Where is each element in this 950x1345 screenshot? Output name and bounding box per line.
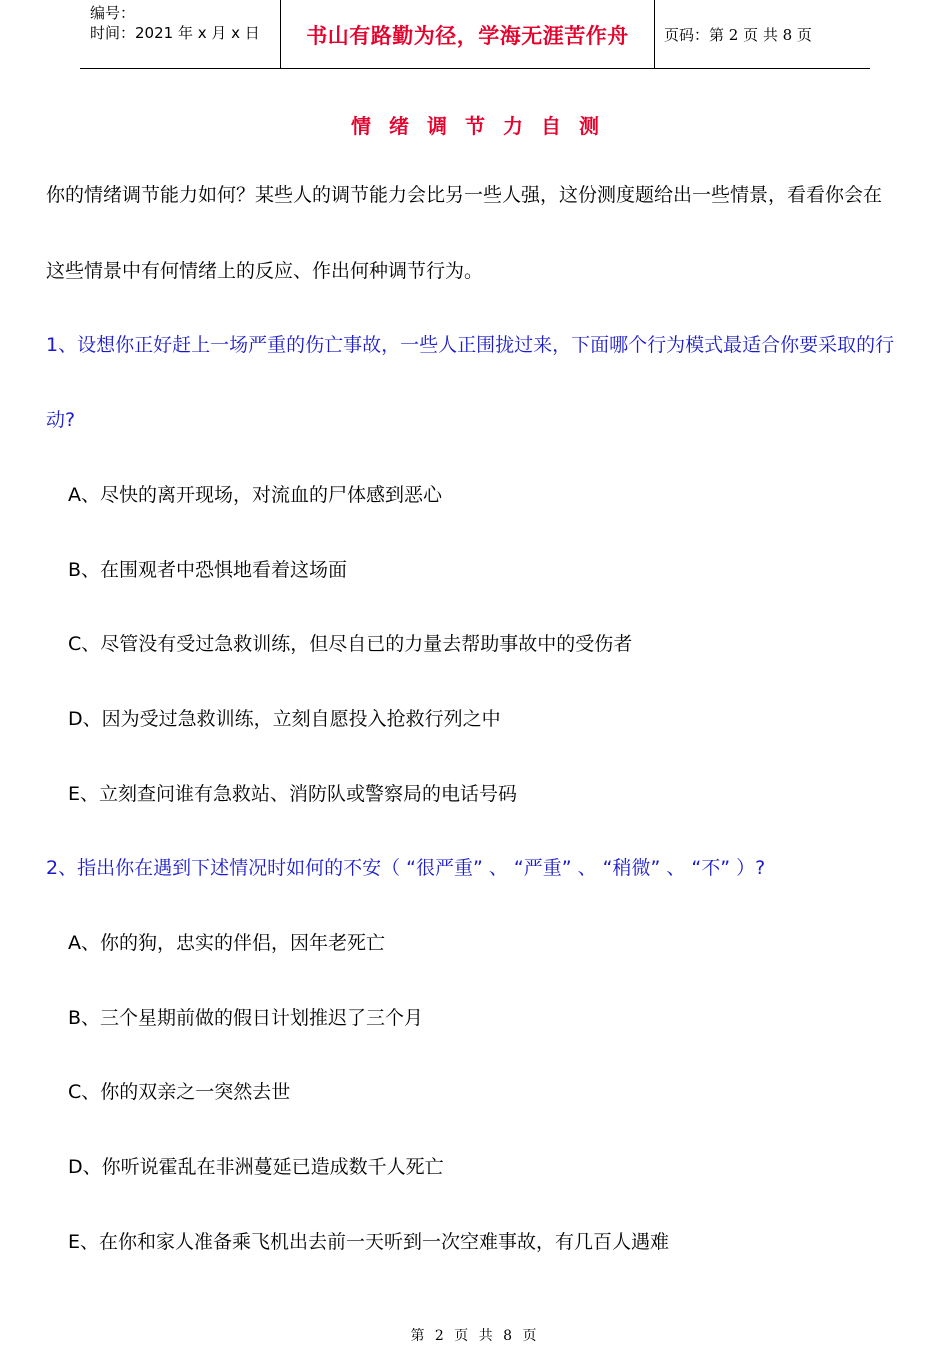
- question-1-option-a: A、尽快的离开现场，对流血的尸体感到恶心: [68, 484, 442, 506]
- question-2-option-d: D、你听说霍乱在非洲蔓延已造成数千人死亡: [68, 1156, 444, 1178]
- document-title: 情绪调节力自测: [351, 114, 617, 138]
- page-header: [80, 0, 870, 69]
- header-divider: [654, 0, 655, 68]
- question-1-option-d: D、因为受过急救训练，立刻自愿投入抢救行列之中: [68, 708, 501, 730]
- question-2-option-b: B、三个星期前做的假日计划推迟了三个月: [68, 1007, 424, 1029]
- question-2-option-c: C、你的双亲之一突然去世: [68, 1081, 291, 1103]
- intro-line-2: 这些情景中有何情绪上的反应、作出何种调节行为。: [46, 260, 484, 282]
- page-footer: 第 2 页 共 8 页: [410, 1328, 540, 1344]
- question-1-line-1: 1、设想你正好赶上一场严重的伤亡事故，一些人正围拢过来，下面哪个行为模式最适合你要采取的行: [46, 334, 895, 356]
- header-motto: 书山有路勤为径，学海无涯苦作舟: [306, 23, 629, 48]
- question-2-line-1: 2、指出你在遇到下述情况时如何的不安（ “很严重” 、 “严重” 、 “稍微” 、 “不” ）?: [46, 857, 766, 879]
- question-2-option-e: E、在你和家人准备乘飞机出去前一天听到一次空难事故，有几百人遇难: [68, 1231, 670, 1253]
- header-meta: [90, 3, 260, 43]
- question-1-option-c: C、尽管没有受过急救训练，但尽自已的力量去帮助事故中的受伤者: [68, 633, 633, 655]
- document-time-label: 时间：2021 年 x 月 x 日: [90, 24, 260, 42]
- intro-line-1: 你的情绪调节能力如何？某些人的调节能力会比另一些人强，这份测度题给出一些情景，看看你会在: [46, 184, 883, 206]
- question-1-option-b: B、在围观者中恐惧地看着这场面: [68, 559, 348, 581]
- question-1-line-2: 动?: [46, 409, 76, 431]
- question-1-option-e: E、立刻查问谁有急救站、消防队或警察局的电话号码: [68, 783, 518, 805]
- document-number-label: 编号：: [90, 4, 136, 22]
- question-2-option-a: A、你的狗，忠实的伴侣，因年老死亡: [68, 932, 385, 954]
- header-page-info: 页码：第 2 页 共 8 页: [664, 26, 812, 44]
